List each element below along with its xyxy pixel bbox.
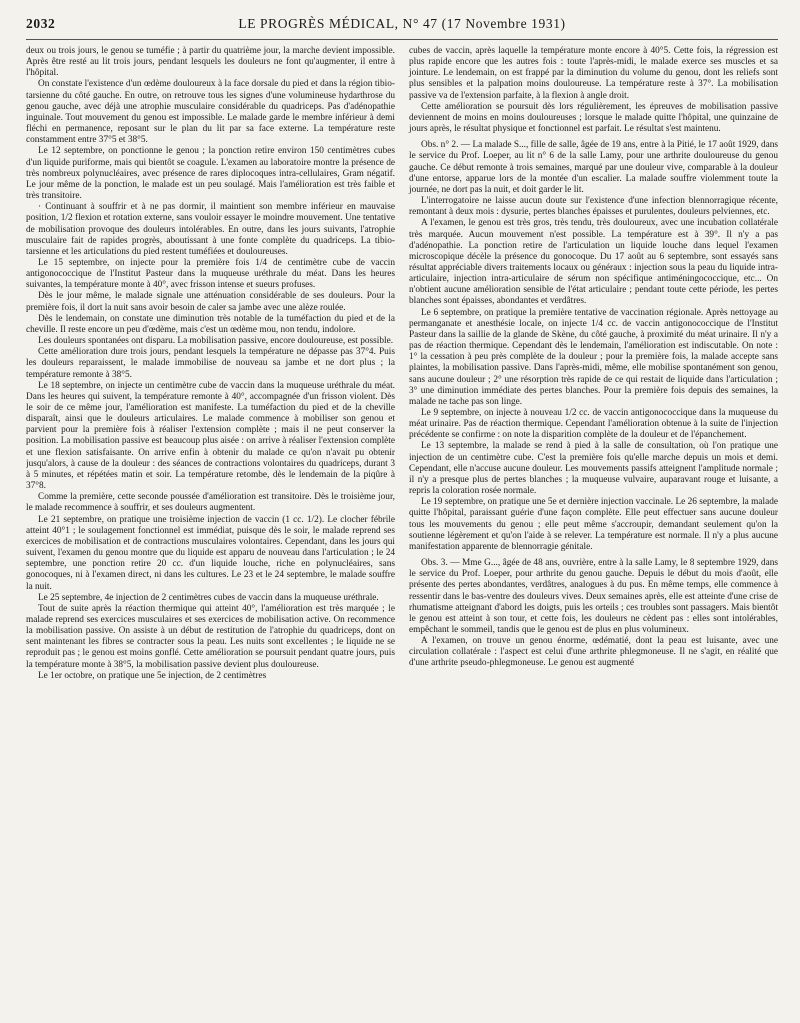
paragraph: A l'examen, le genou est très gros, très tendu, très douloureux, avec une incubation collatérale très marquée. Aucun mouvement n'est possible. La température est à 39°. Il n'y a pas d'adénopathie. La ponction retire de l'articulation un liquide louche dans lequel l'examen microscopique décèle la présence du gonocoque. Du 17 août au 6 septembre, sont essayés sans résultat appréciable divers traitements locaux ou généraux : injection sous la peau du liquide intra-articulaire, injection intra-articulaire de sérum non spécifique antiméningococcique, etc... On n'obtient aucune amélioration sensible de l'état articulaire ; pendant toute cette période, les pertes blanches sont épaisses, abondantes et verdâtres. [409, 218, 778, 307]
paragraph: Le 18 septembre, on injecte un centimètre cube de vaccin dans la muqueuse uréthrale du méat. Dans les heures qui suivent, la température remonte à 40°, accompagnée d'un frisson violent. Dès le soir de ce même jour, l'amélioration est manifeste. La tuméfaction du pied et de la cheville disparaît, ainsi que le douleurs articulaires. Le malade commence à mobiliser son genou et parvient pour la première fois à réaliser l'extension complète ; mais il ne peut conserver la position. La mobilisation passive est beaucoup plus aisée : on arrive à réaliser l'extension complète et une flexion satisfaisante. On arrive enfin à obtenir du malade ce qu'on n'avait pu obtenir jusqu'alors, à cause de la douleur : des séances de contractions volontaires du quadriceps, durant 3 à 5 minutes, et répétées matin et soir. La température retombe, dès le lendemain de la piqûre à 37°8. [26, 380, 395, 492]
paragraph: Tout de suite après la réaction thermique qui atteint 40°, l'amélioration est très marquée ; le malade reprend ses exercices musculaires et ses exercices de mobilisation active. On recommence la mobilisation passive. On assiste à un début de restitution de l'atrophie du quadriceps, dont on sent maintenant les fibres se contracter sous la peau. Les nuits sont excellentes ; le liquide ne se reproduit pas ; le genou est moins gonflé. Cette amélioration se poursuit pendant quatre jours, puis la température monte à 38°5, la mobilisation passive devient plus douloureuse. [26, 603, 395, 670]
paragraph: Le 13 septembre, la malade se rend à pied à la salle de consultation, où l'on pratique une injection de un centimètre cube. C'est la première fois qu'elle marche depuis un mois et demi. Cependant, elle n'accuse aucune douleur. Les mouvements passifs atteignent l'amplitude normale ; il n'y a presque plus de pertes blanches ; la muqueuse vulvaire, auparavant rouge et luisante, a repris la coloration rosée normale. [409, 441, 778, 497]
paragraph: deux ou trois jours, le genou se tuméfie ; à partir du quatrième jour, la marche devient impossible. Après être resté au lit trois jours, pendant lesquels les douleurs ne font qu'augmenter, il entre à l'hôpital. [26, 46, 395, 79]
paragraph: cubes de vaccin, après laquelle la température monte encore à 40°5. Cette fois, la régression est plus rapide encore que les autres fois : toute l'après-midi, le malade exerce ses muscles et sa jointure. Le lendemain, on est frappé par la diminution du volume du genou, dont les reliefs sont plus sensibles et la palpation moins douloureuse. La température reste à 37°. La mobilisation passive va de l'extension parfaite, à la flexion à angle droit. [409, 46, 778, 101]
paragraph: Cette amélioration se poursuit dès lors régulièrement, les épreuves de mobilisation passive deviennent de moins en moins douloureuses ; lorsque le malade quitte l'hôpital, une quinzaine de jours après, le résultat physique et fonctionnel est parfait. Le résultat s'est maintenu. [409, 101, 778, 135]
paragraph: A l'examen, on trouve un genou énorme, œdématié, dont la peau est luisante, avec une circulation collatérale : l'aspect est celui d'une arthrite phlegmoneuse. Il ne s'agit, en réalité que d'une arthrite pseudo-phlegmoneuse. Le genou est augmenté [409, 636, 778, 669]
paragraph: Comme la première, cette seconde poussée d'amélioration est transitoire. Dès le troisième jour, le malade recommence à souffrir, et ses douleurs augmentent. [26, 492, 395, 514]
paragraph: On constate l'existence d'un œdème douloureux à la face dorsale du pied et dans la région tibio-tarsienne du côté gauche. En outre, on retrouve tous les signes d'une volumineuse hydarthrose du genou gauche, avec déjà une atrophie musculaire considérable du quadriceps. Pas d'adénopathie inguinale. Tout mouvement du genou est impossible. Le malade garde le membre inférieur à demi fléchi en permanence, reposant sur le plan du lit par sa face externe. La température reste constamment entre 37°5 et 38°5. [26, 79, 395, 146]
paragraph: Le 19 septembre, on pratique une 5e et dernière injection vaccinale. Le 26 septembre, la malade quitte l'hôpital, paraissant guérie d'une façon complète. Elle peut effectuer sans aucune douleur tous les mouvements du genou ; elle peut même s'accroupir, demandant seulement qu'on la soutienne légèrement et qu'on l'aide à se relever. La température est normale. Il n'y a plus aucune manifestation apparente de blennorragie génitale. [409, 497, 778, 552]
paragraph: Dès le jour même, le malade signale une atténuation considérable de ses douleurs. Pour la première fois, il dort la nuit sans avoir besoin de caler sa jambe avec une alèze roulée. [26, 291, 395, 313]
paragraph: Cette amélioration dure trois jours, pendant lesquels la température ne dépasse pas 37°4. Puis les douleurs reparaissent, le malade immobilise de nouveau sa jambe et ne dort plus ; la température remonte à 38°5. [26, 347, 395, 380]
paragraph: Les douleurs spontanées ont disparu. La mobilisation passive, encore douloureuse, est possible. [38, 336, 394, 347]
paragraph: Le 9 septembre, on injecte à nouveau 1/2 cc. de vaccin antigonococcique dans la muqueuse du méat urinaire. Pas de réaction thermique. Cependant l'amélioration obtenue à la suite de l'injection précédente se confirme : on note la disparition complète de la douleur et de l'épanchement. [409, 408, 778, 441]
paragraph: Dès le lendemain, on constate une diminution très notable de la tuméfaction du pied et de la cheville. Il reste encore un peu d'œdème, mais c'est un œdème mou, non tendu, indolore. [26, 313, 395, 335]
running-header [26, 0, 778, 40]
paragraph: Le 6 septembre, on pratique la première tentative de vaccination régionale. Après nettoyage au permanganate et anesthésie locale, on injecte 1/4 cc. de vaccin antigonococcique de l'Institut Pasteur dans la saillie de la glande de Skène, du côté gauche, à proximité du méat urinaire. Il n'y a pas de réaction thermique. Cependant dès le lendemain, l'amélioration est indiscutable. On note : 1° la cessation à peu près complète de la douleur ; pour la première fois, la malade accepte sans plaintes, la mobilisation passive. Dans l'après-midi, même, elle mobilise spontanément son genou, sans aucune douleur ; 2° une résorption très rapide de ce qui restait de liquide dans l'articulation ; 3° une diminution immédiate des pertes blanches. Pour la première fois depuis des semaines, la malade ne tache pas son linge. [409, 307, 778, 407]
observation-3: Obs. 3. — Mme G..., âgée de 48 ans, ouvrière, entre à la salle Lamy, le 8 septembre 1929, dans le service du Prof. Loeper, pour arthrite du genou gauche. Depuis le début du mois d'août, elle présente des pertes abondantes, verdâtres, analogues à du pus. En même temps, elle commence à ressentir dans le bas-ventre des douleurs vives. Deux semaines après, elle est atteinte d'une crise de rhumatisme atteignant d'abord les doigts, puis les orteils ; ces troubles sont passagers. Mais bientôt le genou est atteint à son tour, et cette fois, les douleurs ne cèdent pas : elles sont intolérables, empêchant le sommeil, tandis que le genou est de plus en plus volumineux. [409, 558, 778, 635]
text-columns [26, 46, 778, 1016]
paragraph: Le 25 septembre, 4e injection de 2 centimètres cubes de vaccin dans la muqueuse uréthrale. [38, 592, 379, 603]
paragraph: · Continuant à souffrir et à ne pas dormir, il maintient son membre inférieur en mauvaise position, 1/2 flexion et rotation externe, sans vouloir essayer le moindre mouvement. Une tentative de mobilisation provoque des douleurs intolérables. En outre, dans les jours suivants, l'atrophie musculaire fait de rapides progrès, aboutissant à une fonte complète du quadriceps. La tibio-tarsienne et les articulations du pied restent tuméfiées et douloureuses. [26, 202, 395, 257]
left-column [26, 46, 395, 1016]
right-column [409, 46, 778, 1016]
page-number: 2032 [26, 16, 56, 31]
paragraph: Le 15 septembre, on injecte pour la première fois 1/4 de centimètre cube de vaccin antigonococcique de l'Institut Pasteur dans la muqueuse uréthrale du méat. Dans les heures suivantes, la température monte à 40°, avec frisson intense et sueurs profuses. [26, 257, 395, 291]
journal-title: LE PROGRÈS MÉDICAL, N° 47 (17 Novembre 1931) [238, 16, 566, 31]
paragraph: Le 21 septembre, on pratique une troisième injection de vaccin (1 cc. 1/2). Le clocher fébrile atteint 40°1 ; le soulagement fonctionnel est immédiat, puisque dès le soir, le malade reprend ses exercices de mobilisation et de contractions musculaires volontaires. Cependant, dans les jours qui suivent, l'examen du genou montre que du liquide est apparu de nouveau dans l'articulation ; le 24 septembre, une ponction retire 20 cc. d'un liquide louche, riche en polynucléaires, sans gonocoques, ni à l'examen direct, ni dans les cultures. Le 23 et le 24 septembre, le malade souffre la nuit. [26, 514, 395, 592]
paragraph: Le 1er octobre, on pratique une 5e injection, de 2 centimètres [38, 670, 267, 681]
observation-2: Obs. n° 2. — La malade S..., fille de salle, âgée de 19 ans, entre à la Pitié, le 17 août 1929, dans le service du Prof. Loeper, au lit n° 6 de la salle Lamy, pour une arthrite douloureuse du genou gauche. Ce début remonte à trois semaines, marqué par une douleur vive, comparable à la douleur d'une entorse, apparue lors de la montée d'un escalier. La malade souffre violemment toute la journée, ne dort pas la nuit, et doit garder le lit. [409, 140, 778, 195]
paragraph: L'interrogatoire ne laisse aucun doute sur l'existence d'une infection blennorragique récente, remontant à deux mois : dysurie, pertes blanches épaisses et purulentes, douleurs pelviennes, etc. [409, 196, 778, 218]
paragraph: Le 12 septembre, on ponctionne le genou ; la ponction retire environ 150 centimètres cubes d'un liquide puriforme, mais qui bientôt se coagule. L'examen au laboratoire montre la présence de très nombreux polynucléaires, avec présence de rares diplocoques intra-cellulaires, Gram négatif. Le jour même de la ponction, le malade est un peu soulagé. Mais l'amélioration est très faible et très transitoire. [26, 146, 395, 202]
